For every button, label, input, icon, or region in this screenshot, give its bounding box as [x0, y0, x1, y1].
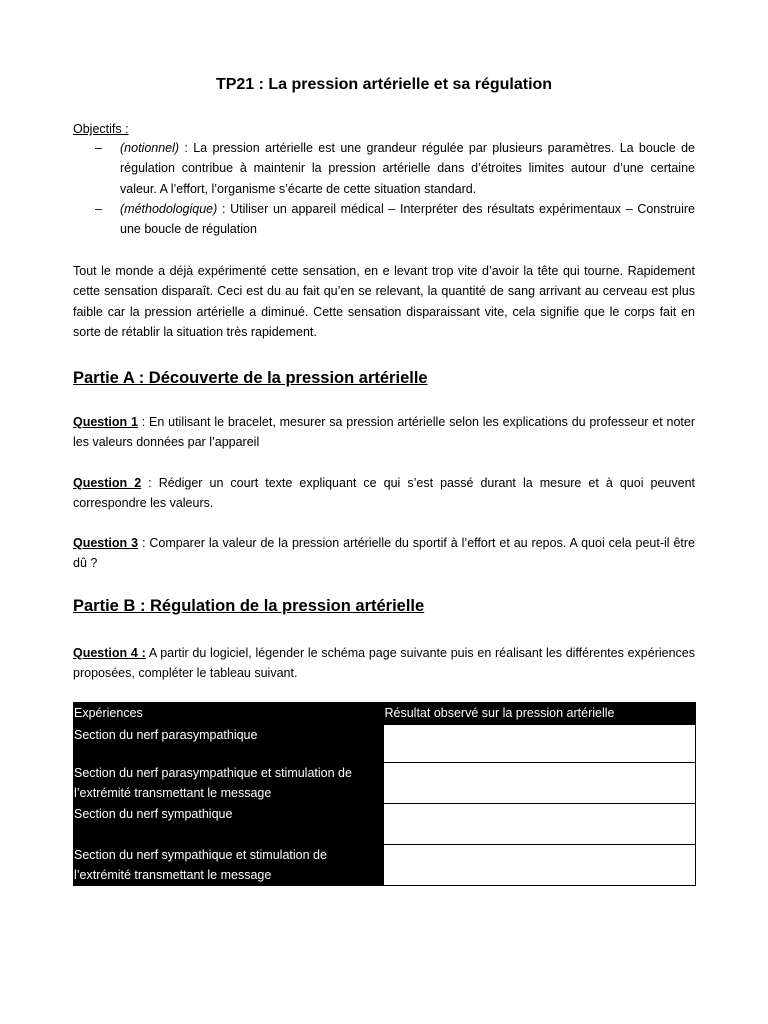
result-cell[interactable]: [384, 763, 696, 804]
question-text: A partir du logiciel, légender le schéma page suivante puis en réalisant les différentes expériences proposées, compléter le tableau suivant.: [73, 646, 695, 681]
page-title: TP21 : La pression artérielle et sa régulation: [215, 76, 553, 93]
objectives-label: Objectifs :: [73, 122, 129, 136]
table-row: [73, 804, 696, 845]
experience-cell: Section du nerf parasympathique et stimulation de l’extrémité transmettant le message: [73, 763, 384, 804]
section-heading-part-a: Partie A : Découverte de la pression artérielle: [73, 369, 428, 387]
objective-item: [73, 138, 695, 199]
result-cell[interactable]: [384, 725, 696, 763]
objective-text: : La pression artérielle est une grandeur régulée par plusieurs paramètres. La boucle de régulation contribue à maintenir la pression artérielle dans d’étroites limites autour d’une certaine valeur. A l’effort, l’organisme s’écarte de cette situation standard.: [120, 141, 695, 196]
objective-text: : Utiliser un appareil médical – Interpréter des résultats expérimentaux – Construire une boucle de régulation: [120, 201, 695, 237]
table-header-experiences: Expériences: [73, 702, 384, 725]
bullet-dash: –: [95, 141, 102, 155]
question-text: : Comparer la valeur de la pression artérielle du sportif à l’effort et au repos. A quoi cela peut-il être dû ?: [73, 536, 695, 571]
intro-paragraph: Tout le monde a déjà expérimenté cette sensation, en e levant trop vite d’avoir la tête qui tourne. Rapidement cette sensation disparaît. Ceci est du au fait qu’en se relevant, la quantité de sang arrivant au cerveau est plus faible car la pression artérielle a diminué. Cette sensation disparaissant vite, cela signifie que le corps fait en sorte de rétablir la situation très rapidement.: [73, 264, 695, 339]
question-text: : Rédiger un court texte expliquant ce qui s’est passé durant la mesure et à quoi peuvent correspondre les valeurs.: [73, 476, 695, 511]
question-1: [73, 412, 695, 453]
table-header-result: Résultat observé sur la pression artérielle: [384, 702, 696, 725]
table-row: [73, 725, 696, 763]
experience-cell: Section du nerf sympathique et stimulation de l’extrémité transmettant le message: [73, 845, 384, 886]
question-label: Question 1: [73, 415, 138, 429]
question-label: Question 3: [73, 536, 139, 550]
question-label: Question 2: [73, 476, 142, 490]
question-text: : En utilisant le bracelet, mesurer sa pression artérielle selon les explications du professeur et noter les valeurs données par l’appareil: [73, 415, 696, 450]
result-cell[interactable]: [384, 845, 696, 886]
question-label: Question 4 :: [73, 646, 146, 660]
objectives-list: [73, 138, 695, 239]
table-header-row: [73, 702, 696, 725]
objective-tag: (méthodologique): [120, 201, 218, 216]
section-heading-part-b: Partie B : Régulation de la pression artérielle: [73, 597, 425, 615]
result-cell[interactable]: [384, 804, 696, 845]
experiments-table: [73, 702, 696, 886]
question-4: [73, 643, 695, 684]
table-row: [73, 763, 696, 804]
question-2: [73, 473, 695, 514]
table-row: [73, 845, 696, 886]
question-3: [73, 533, 695, 574]
experience-cell: Section du nerf sympathique: [73, 804, 384, 845]
experience-cell: Section du nerf parasympathique: [73, 725, 384, 763]
objective-item: [73, 199, 695, 240]
objective-tag: (notionnel): [120, 141, 180, 155]
bullet-dash: –: [95, 201, 102, 216]
